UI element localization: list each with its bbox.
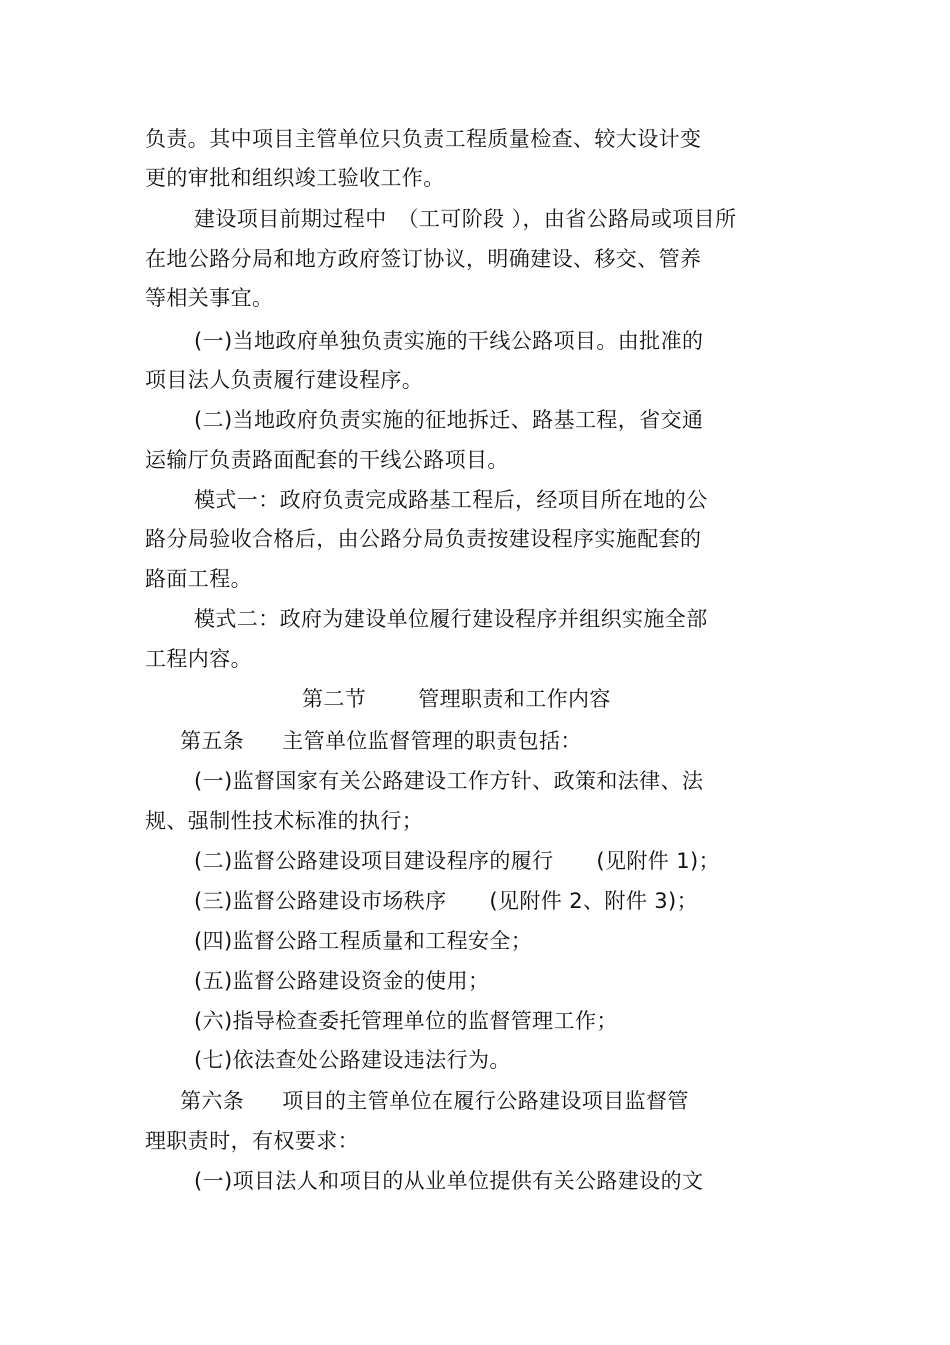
paragraph-start: 模式一：政府负责完成路基工程后，经项目所在地的公 bbox=[194, 488, 708, 512]
list-item: (一)监督国家有关公路建设工作方针、政策和法律、法 bbox=[194, 769, 704, 793]
body-line: 规、强制性技术标准的执行； bbox=[145, 809, 424, 833]
paragraph-start: 建设项目前期过程中 （工可阶段 ），由省公路局或项目所 bbox=[194, 207, 737, 231]
section-heading bbox=[302, 685, 611, 713]
body-line: 在地公路分局和地方政府签订协议，明确建设、移交、管养 bbox=[145, 247, 702, 271]
list-item: (三)监督公路建设市场秩序 (见附件 2、附件 3)； bbox=[194, 889, 699, 913]
list-item: (六)指导检查委托管理单位的监督管理工作； bbox=[194, 1009, 618, 1033]
body-line: 路分局验收合格后，由公路分局负责按建设程序实施配套的 bbox=[145, 527, 702, 551]
article-text: 项目的主管单位在履行公路建设项目监督管 bbox=[282, 1089, 689, 1113]
list-item: (四)监督公路工程质量和工程安全； bbox=[194, 929, 533, 953]
section-number: 第二节 bbox=[302, 687, 367, 711]
paragraph-start: 模式二：政府为建设单位履行建设程序并组织实施全部 bbox=[194, 607, 708, 631]
list-item: (七)依法查处公路建设违法行为。 bbox=[194, 1048, 511, 1072]
body-line: 等相关事宜。 bbox=[145, 286, 274, 310]
article-number: 第六条 bbox=[180, 1089, 245, 1113]
list-item: (二)监督公路建设项目建设程序的履行 (见附件 1)； bbox=[194, 849, 721, 873]
body-line: 路面工程。 bbox=[145, 567, 252, 591]
body-line: 工程内容。 bbox=[145, 647, 252, 671]
article-text: 主管单位监督管理的职责包括： bbox=[282, 729, 582, 753]
article-number: 第五条 bbox=[180, 729, 245, 753]
body-line: 运输厅负责路面配套的干线公路项目。 bbox=[145, 448, 509, 472]
list-item: (一)当地政府单独负责实施的干线公路项目。由批准的 bbox=[194, 329, 704, 353]
body-line: 项目法人负责履行建设程序。 bbox=[145, 368, 424, 392]
article-heading bbox=[180, 1087, 689, 1115]
section-title: 管理职责和工作内容 bbox=[418, 687, 611, 711]
list-item: (五)监督公路建设资金的使用； bbox=[194, 969, 490, 993]
list-item: (一)项目法人和项目的从业单位提供有关公路建设的文 bbox=[194, 1169, 704, 1193]
body-line: 理职责时，有权要求： bbox=[145, 1129, 359, 1153]
body-line: 负责。其中项目主管单位只负责工程质量检查、较大设计变 bbox=[145, 127, 702, 151]
article-heading bbox=[180, 727, 582, 755]
list-item: (二)当地政府负责实施的征地拆迁、路基工程，省交通 bbox=[194, 408, 704, 432]
body-line: 更的审批和组织竣工验收工作。 bbox=[145, 166, 445, 190]
